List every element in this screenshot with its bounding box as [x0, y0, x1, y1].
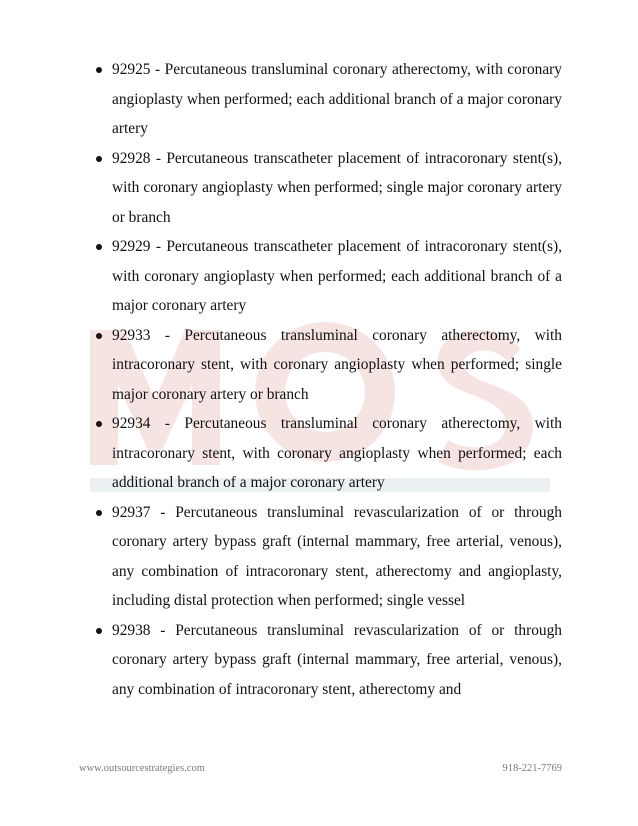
- bullet-icon: [96, 67, 102, 73]
- item-text: 92928 - Percutaneous transcatheter placement of intracoronary stent(s), with coronary angioplasty when performed; single major coronary artery or branch: [112, 149, 562, 226]
- item-text: 92933 - Percutaneous transluminal coronary atherectomy, with intracoronary stent, with coronary angioplasty when performed; single major coronary artery or branch: [112, 326, 562, 403]
- bullet-icon: [96, 244, 102, 250]
- bullet-icon: [96, 510, 102, 516]
- bullet-icon: [96, 333, 102, 339]
- list-item: [88, 616, 562, 705]
- list-item: [88, 232, 562, 321]
- list-item: [88, 409, 562, 498]
- procedure-code-list: [88, 55, 562, 704]
- item-text: 92929 - Percutaneous transcatheter placement of intracoronary stent(s), with coronary angioplasty when performed; each additional branch of a major coronary artery: [112, 238, 562, 314]
- item-text: 92937 - Percutaneous transluminal revascularization of or through coronary artery bypass graft (internal mammary, free arterial, venous), any combination of intracoronary stent, atherectomy and angioplasty, including distal protection when performed; single vessel: [112, 503, 562, 609]
- item-text: 92925 - Percutaneous transluminal coronary atherectomy, with coronary angioplasty when performed; each additional branch of a major coronary artery: [112, 61, 562, 137]
- footer-website[interactable]: www.outsourcestrategies.com: [79, 763, 205, 774]
- footer-phone: 918-221-7769: [502, 763, 562, 774]
- bullet-icon: [96, 156, 102, 162]
- item-text: 92938 - Percutaneous transluminal revascularization of or through coronary artery bypass graft (internal mammary, free arterial, venous), any combination of intracoronary stent, atherectomy and: [112, 621, 562, 698]
- bullet-icon: [96, 628, 102, 634]
- list-item: [88, 55, 562, 144]
- page-footer: [79, 763, 562, 774]
- bullet-icon: [96, 421, 102, 427]
- item-text: 92934 - Percutaneous transluminal coronary atherectomy, with intracoronary stent, with coronary angioplasty when performed; each additional branch of a major coronary artery: [112, 415, 562, 491]
- list-item: [88, 498, 562, 616]
- list-item: [88, 321, 562, 410]
- list-item: [88, 144, 562, 233]
